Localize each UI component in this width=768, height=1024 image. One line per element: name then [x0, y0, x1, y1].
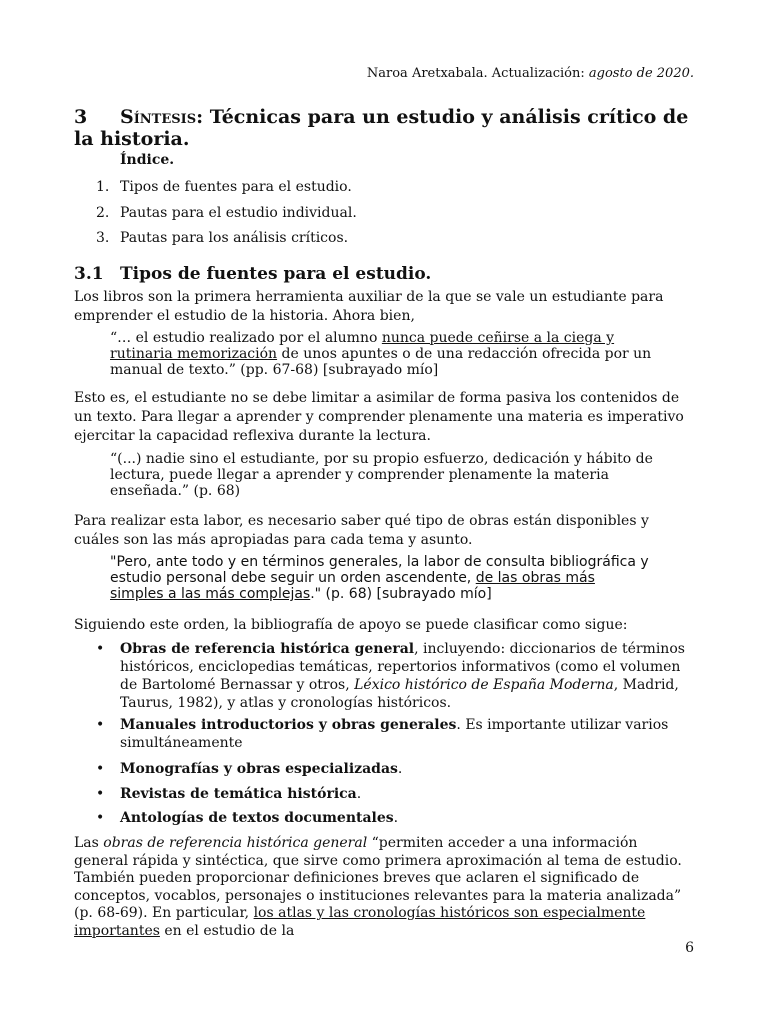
- quote-1-underlined: nunca puede ceñirse a la ciega y rutinaria memorización: [110, 330, 615, 362]
- bullet-item: [96, 809, 686, 827]
- chapter-number: 3: [74, 106, 88, 128]
- page-number: 6: [685, 940, 694, 956]
- bullet-dot: •: [96, 810, 105, 826]
- quote-1-post: de unos apuntes o de una redacción ofrecida por un manual de texto.” (pp. 67-68) [subrayado mío]: [110, 346, 652, 378]
- bullet-tail: , Madrid, Taurus, 1982), y atlas y cronologías históricos.: [120, 677, 679, 711]
- index-item-number: 3.: [96, 230, 110, 246]
- quote-3-pre: "Pero, ante todo y en términos generales, la labor de consulta bibliográfica y estudio personal debe seguir un orden ascendente,: [110, 554, 649, 586]
- bullet-bold: Obras de referencia histórica general: [120, 641, 415, 657]
- index-item: [96, 179, 352, 195]
- bullet-text: . Es importante utilizar varios simultáneamente: [120, 717, 669, 751]
- paragraph-4: Siguiendo este orden, la bibliografía de apoyo se puede clasificar como sigue:: [74, 617, 628, 633]
- index-title: Índice.: [120, 152, 175, 168]
- bullet-bold: Revistas de temática histórica: [120, 786, 357, 802]
- running-header: [367, 66, 694, 81]
- paragraph-5-italic: obras de referencia histórica general: [103, 835, 368, 851]
- bullet-text: .: [393, 810, 399, 826]
- bullet-item: [96, 640, 686, 712]
- bullet-dot: •: [96, 717, 105, 733]
- paragraph-intro: Los libros son la primera herramienta auxiliar de la que se vale un estudiante para emprender el estudio de la historia. Ahora bien,: [74, 289, 664, 324]
- bullet-bold: Manuales introductorios y obras generales: [120, 717, 457, 733]
- header-date: agosto de 2020.: [588, 66, 694, 81]
- bullet-item: [96, 785, 686, 803]
- bullet-item: [96, 716, 686, 752]
- paragraph-5-mid: “permiten acceder a una información general rápida y sintéctica, que sirve como primera aproximación al tema de estudio. También pueden proporcionar definiciones breves que aclaren el significado de conceptos, vocablos, personajes o instituciones relevantes para la materia analizada” (p. 68-69). En particular,: [74, 835, 682, 921]
- paragraph-5-underlined: los atlas y las cronologías históricos son especialmente importantes: [74, 905, 646, 939]
- paragraph-5: [74, 835, 694, 940]
- index-item: [96, 230, 348, 246]
- bullet-text: .: [356, 786, 362, 802]
- bullet-bold: Monografías y obras especializadas: [120, 761, 398, 777]
- quote-3: [110, 554, 650, 602]
- chapter-title: : Técnicas para un estudio y análisis crítico de la historia.: [74, 106, 689, 150]
- bullet-dot: •: [96, 761, 105, 777]
- index-item-text: Tipos de fuentes para el estudio.: [120, 179, 352, 195]
- paragraph-3: Para realizar esta labor, es necesario saber qué tipo de obras están disponibles y cuáles son las más apropiadas para cada tema y asunto.: [74, 513, 649, 548]
- section-number: 3.1: [74, 264, 104, 284]
- quote-1: [110, 330, 670, 378]
- section-heading: [74, 264, 431, 284]
- section-title: Tipos de fuentes para el estudio.: [120, 264, 432, 284]
- header-text: Naroa Aretxabala. Actualización:: [366, 66, 589, 81]
- index-item-number: 2.: [96, 205, 110, 221]
- index-item-text: Pautas para los análisis críticos.: [120, 230, 349, 246]
- quote-1-pre: “… el estudio realizado por el alumno: [110, 330, 382, 346]
- bullet-dot: •: [96, 641, 105, 657]
- index-item-text: Pautas para el estudio individual.: [120, 205, 357, 221]
- index-item: [96, 205, 357, 221]
- paragraph-5-pre: Las: [74, 835, 104, 851]
- bullet-text: .: [397, 761, 403, 777]
- quote-3-post: ." (p. 68) [subrayado mío]: [310, 586, 492, 602]
- paragraph-2: Esto es, el estudiante no se debe limitar a asimilar de forma pasiva los contenidos de un texto. Para llegar a aprender y comprender plenamente una materia es imperativo ejercitar la capacidad reflexiva durante la lectura.: [74, 390, 684, 444]
- index-item-number: 1.: [96, 179, 110, 195]
- paragraph-5-post: en el estudio de la: [159, 922, 295, 939]
- bullet-item: [96, 760, 686, 778]
- quote-2: “(...) nadie sino el estudiante, por su propio esfuerzo, dedicación y hábito de lectura, puede llegar a aprender y comprender plenamente la materia enseñada.” (p. 68): [110, 451, 653, 499]
- chapter-heading: [74, 106, 694, 150]
- bullet-dot: •: [96, 786, 105, 802]
- quote-3-underlined: de las obras más simples a las más complejas: [110, 570, 595, 602]
- bullet-italic: Léxico histórico de España Moderna: [354, 677, 614, 693]
- bullet-text: , incluyendo: diccionarios de términos históricos, enciclopedias temáticas, repertorios informativos (como el volumen de Bartolomé Bernassar y otros,: [120, 641, 685, 693]
- chapter-smallcaps: Síntesis: [120, 106, 197, 128]
- bullet-bold: Antologías de textos documentales: [120, 810, 394, 826]
